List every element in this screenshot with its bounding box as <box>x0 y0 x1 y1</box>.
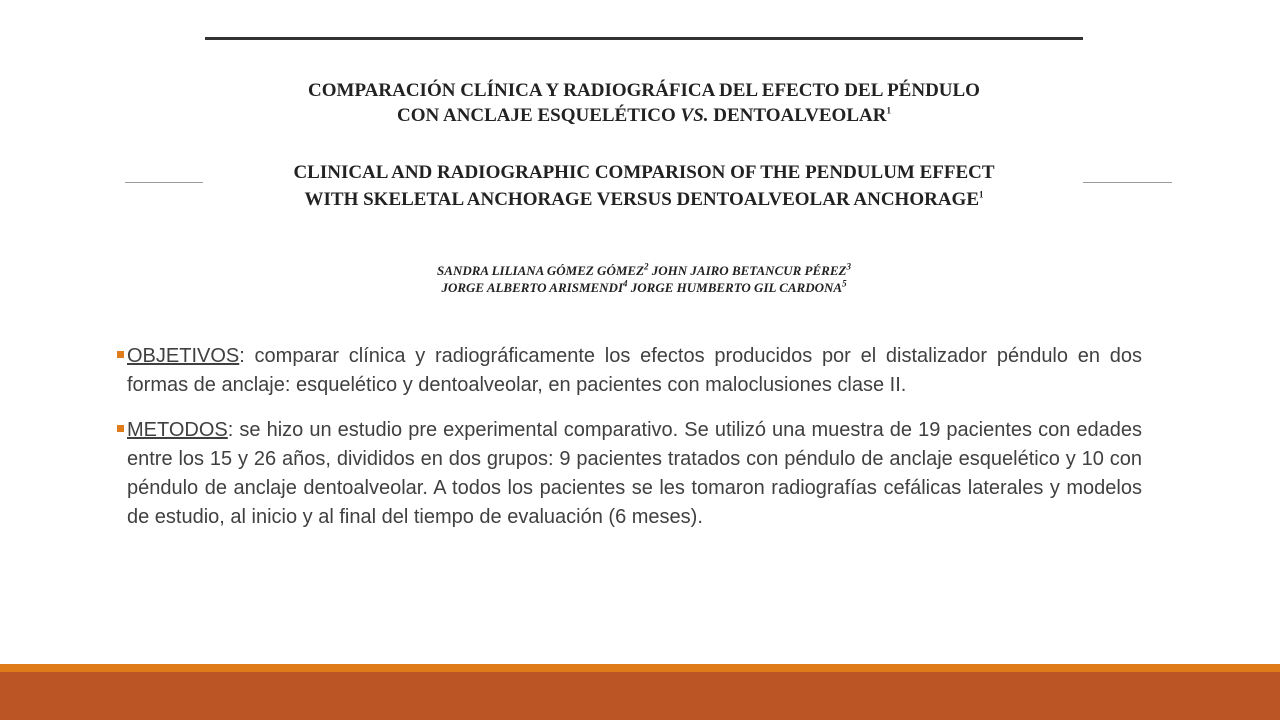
spanish-title-line-2-start: CON ANCLAJE ESQUELÉTICO <box>397 105 681 126</box>
metodos-label: METODOS <box>127 419 228 441</box>
author-line-1 <box>205 262 1083 279</box>
author-4-footnote: 5 <box>842 278 847 289</box>
slide-body <box>117 342 1142 548</box>
author-1-footnote: 2 <box>644 261 649 272</box>
spanish-title-line-2 <box>205 103 1083 128</box>
square-bullet-icon <box>117 425 124 432</box>
english-title-footnote: 1 <box>979 189 984 200</box>
footer-band <box>0 672 1280 720</box>
author-4: JORGE HUMBERTO GIL CARDONA <box>627 280 843 295</box>
square-bullet-icon <box>117 351 124 358</box>
top-divider <box>205 37 1083 40</box>
footer-accent-stripe <box>0 664 1280 672</box>
spanish-title <box>205 78 1083 128</box>
objetivos-paragraph <box>117 342 1142 400</box>
english-title <box>205 159 1083 213</box>
author-line-2 <box>205 279 1083 296</box>
objetivos-text: : comparar clínica y radiográficamente los efectos producidos por el distalizador péndulo en dos formas de anclaje: esquelético y dentoalveolar, en pacientes con maloclusiones clase II. <box>127 345 1142 396</box>
objetivos-label: OBJETIVOS <box>127 345 240 367</box>
left-side-divider <box>125 182 203 183</box>
english-title-line-2 <box>205 186 1083 213</box>
right-side-divider <box>1083 182 1172 183</box>
author-list <box>205 262 1083 296</box>
author-2: JOHN JAIRO BETANCUR PÉREZ <box>648 263 847 278</box>
english-title-line-2-text: WITH SKELETAL ANCHORAGE VERSUS DENTOALVEOLAR ANCHORAGE <box>304 189 979 210</box>
author-2-footnote: 3 <box>846 261 851 272</box>
spanish-title-line-2-end: DENTOALVEOLAR <box>708 105 887 126</box>
english-title-line-1: CLINICAL AND RADIOGRAPHIC COMPARISON OF THE PENDULUM EFFECT <box>293 162 995 183</box>
author-3: JORGE ALBERTO ARISMENDI <box>441 280 624 295</box>
spanish-title-footnote: 1 <box>886 105 891 116</box>
metodos-paragraph <box>117 416 1142 532</box>
author-3-footnote: 4 <box>623 278 628 289</box>
spanish-title-line-1: COMPARACIÓN CLÍNICA Y RADIOGRÁFICA DEL EFECTO DEL PÉNDULO <box>308 80 980 101</box>
author-1: SANDRA LILIANA GÓMEZ GÓMEZ <box>437 263 645 278</box>
metodos-text: : se hizo un estudio pre experimental comparativo. Se utilizó una muestra de 19 pacientes con edades entre los 15 y 26 años, divididos en dos grupos: 9 pacientes tratados con péndulo de anclaje esquelético y 10 con péndulo de anclaje dentoalveolar. A todos los pacientes se les tomaron radiografías cefálicas laterales y modelos de estudio, al inicio y al final del tiempo de evaluación (6 meses). <box>127 419 1142 528</box>
spanish-title-vs: VS. <box>680 105 709 126</box>
